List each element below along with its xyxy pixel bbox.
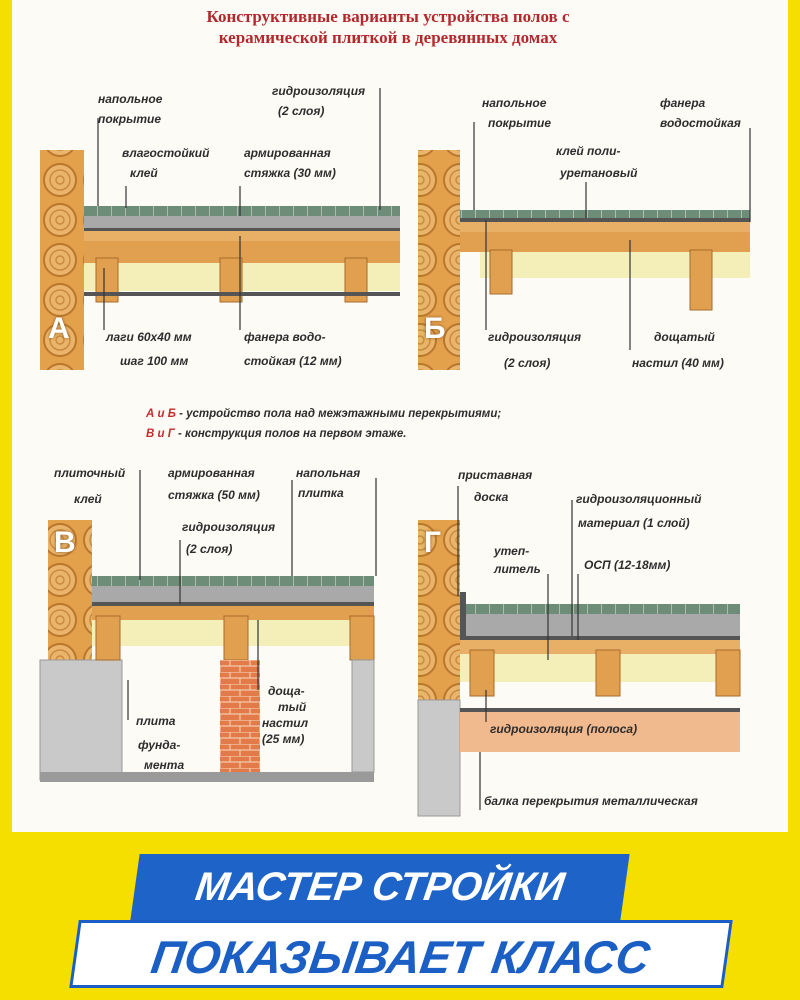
label-v-3: стяжка (50 мм) [168, 488, 260, 502]
label-v-7: (2 слоя) [186, 542, 233, 556]
label-a-9: шаг 100 мм [120, 354, 189, 368]
label-v-0: плиточный [54, 466, 126, 480]
label-v-2: армированная [168, 466, 255, 480]
label-g-3: материал (1 слой) [578, 516, 690, 530]
diagram-a [40, 150, 400, 370]
label-g-6: ОСП (12-18мм) [584, 558, 671, 572]
diagram-letter-b: Б [424, 312, 446, 345]
label-b-6: гидроизоляция [488, 330, 582, 344]
label-g-4: утеп- [494, 544, 530, 558]
boards-b [460, 232, 750, 252]
label-v-14: мента [144, 758, 185, 772]
label-b-2: фанера [660, 96, 706, 110]
label-a-4: гидроизоляция [272, 84, 366, 98]
label-a-6: армированная [244, 146, 331, 160]
tile-layer-a [84, 206, 400, 216]
label-a-2: влагостойкий [122, 146, 210, 160]
label-b-5: уретановый [560, 166, 638, 180]
label-a-1: покрытие [98, 112, 161, 126]
label-a-0: напольное [98, 92, 163, 106]
diagram-v [40, 520, 374, 782]
diagram-letter-a: А [48, 312, 70, 345]
label-v-10: настил [262, 716, 309, 730]
label-a-3: клей [130, 166, 158, 180]
note-1 [146, 408, 501, 420]
waterproofing-a [84, 228, 400, 231]
label-g-8: балка перекрытия металлическая [484, 794, 698, 808]
label-b-7: (2 слоя) [504, 356, 551, 370]
label-g-2: гидроизоляционный [576, 492, 702, 506]
label-b-4: клей поли- [556, 144, 621, 158]
plywood-b [460, 222, 750, 232]
banner-line-2: ПОКАЗЫВАЕТ КЛАСС [69, 920, 733, 988]
label-v-5: плитка [298, 486, 344, 500]
label-b-3: водостойкая [660, 116, 741, 130]
label-b-8: дощатый [654, 330, 715, 344]
label-a-7: стяжка (30 мм) [244, 166, 336, 180]
diagram-g [418, 520, 740, 816]
banner-line-1: МАСТЕР СТРОЙКИ [130, 854, 629, 920]
note-1-key: А и Б [146, 408, 176, 420]
label-v-13: фунда- [138, 738, 181, 752]
label-b-0: напольное [482, 96, 547, 110]
label-v-8: доща- [268, 684, 305, 698]
tile-layer-g [466, 604, 740, 614]
label-a-10: фанера водо- [244, 330, 326, 344]
diagram-letter-g: Г [424, 526, 442, 559]
plywood-a [84, 231, 400, 241]
screed-layer-v [92, 586, 374, 602]
label-b-9: настил (40 мм) [632, 356, 724, 370]
diagram-letter-v: В [54, 526, 76, 559]
label-v-4: напольная [296, 466, 361, 480]
brick-pillar-v [220, 660, 260, 772]
label-a-11: стойкая (12 мм) [244, 354, 342, 368]
label-g-5: литель [494, 562, 541, 576]
foundation-left-v [40, 660, 122, 780]
title-line-2: керамической плиткой в деревянных домах [218, 28, 558, 47]
label-v-11: (25 мм) [262, 732, 305, 746]
label-g-1: доска [474, 490, 509, 504]
screed-layer-a [84, 216, 400, 228]
label-b-1: покрытие [488, 116, 551, 130]
note-2 [146, 428, 406, 440]
label-v-12: плита [136, 714, 176, 728]
note-2-key: В и Г [146, 428, 175, 440]
tile-layer-b [460, 210, 750, 218]
note-1-text: - устройство пола над межэтажными перекрытиями; [175, 408, 502, 420]
label-v-9: тый [278, 700, 307, 714]
tile-layer-v [92, 576, 374, 586]
label-v-6: гидроизоляция [182, 520, 276, 534]
title-line-1: Конструктивные варианты устройства полов с [206, 7, 570, 26]
label-a-8: лаги 60х40 мм [106, 330, 192, 344]
label-g-0: приставная [458, 468, 533, 482]
label-g-7: гидроизоляция (полоса) [490, 722, 638, 736]
label-v-1: клей [74, 492, 102, 506]
note-2-text: - конструкция полов на первом этаже. [174, 428, 407, 440]
screed-layer-g [466, 614, 740, 636]
label-a-5: (2 слоя) [278, 104, 325, 118]
